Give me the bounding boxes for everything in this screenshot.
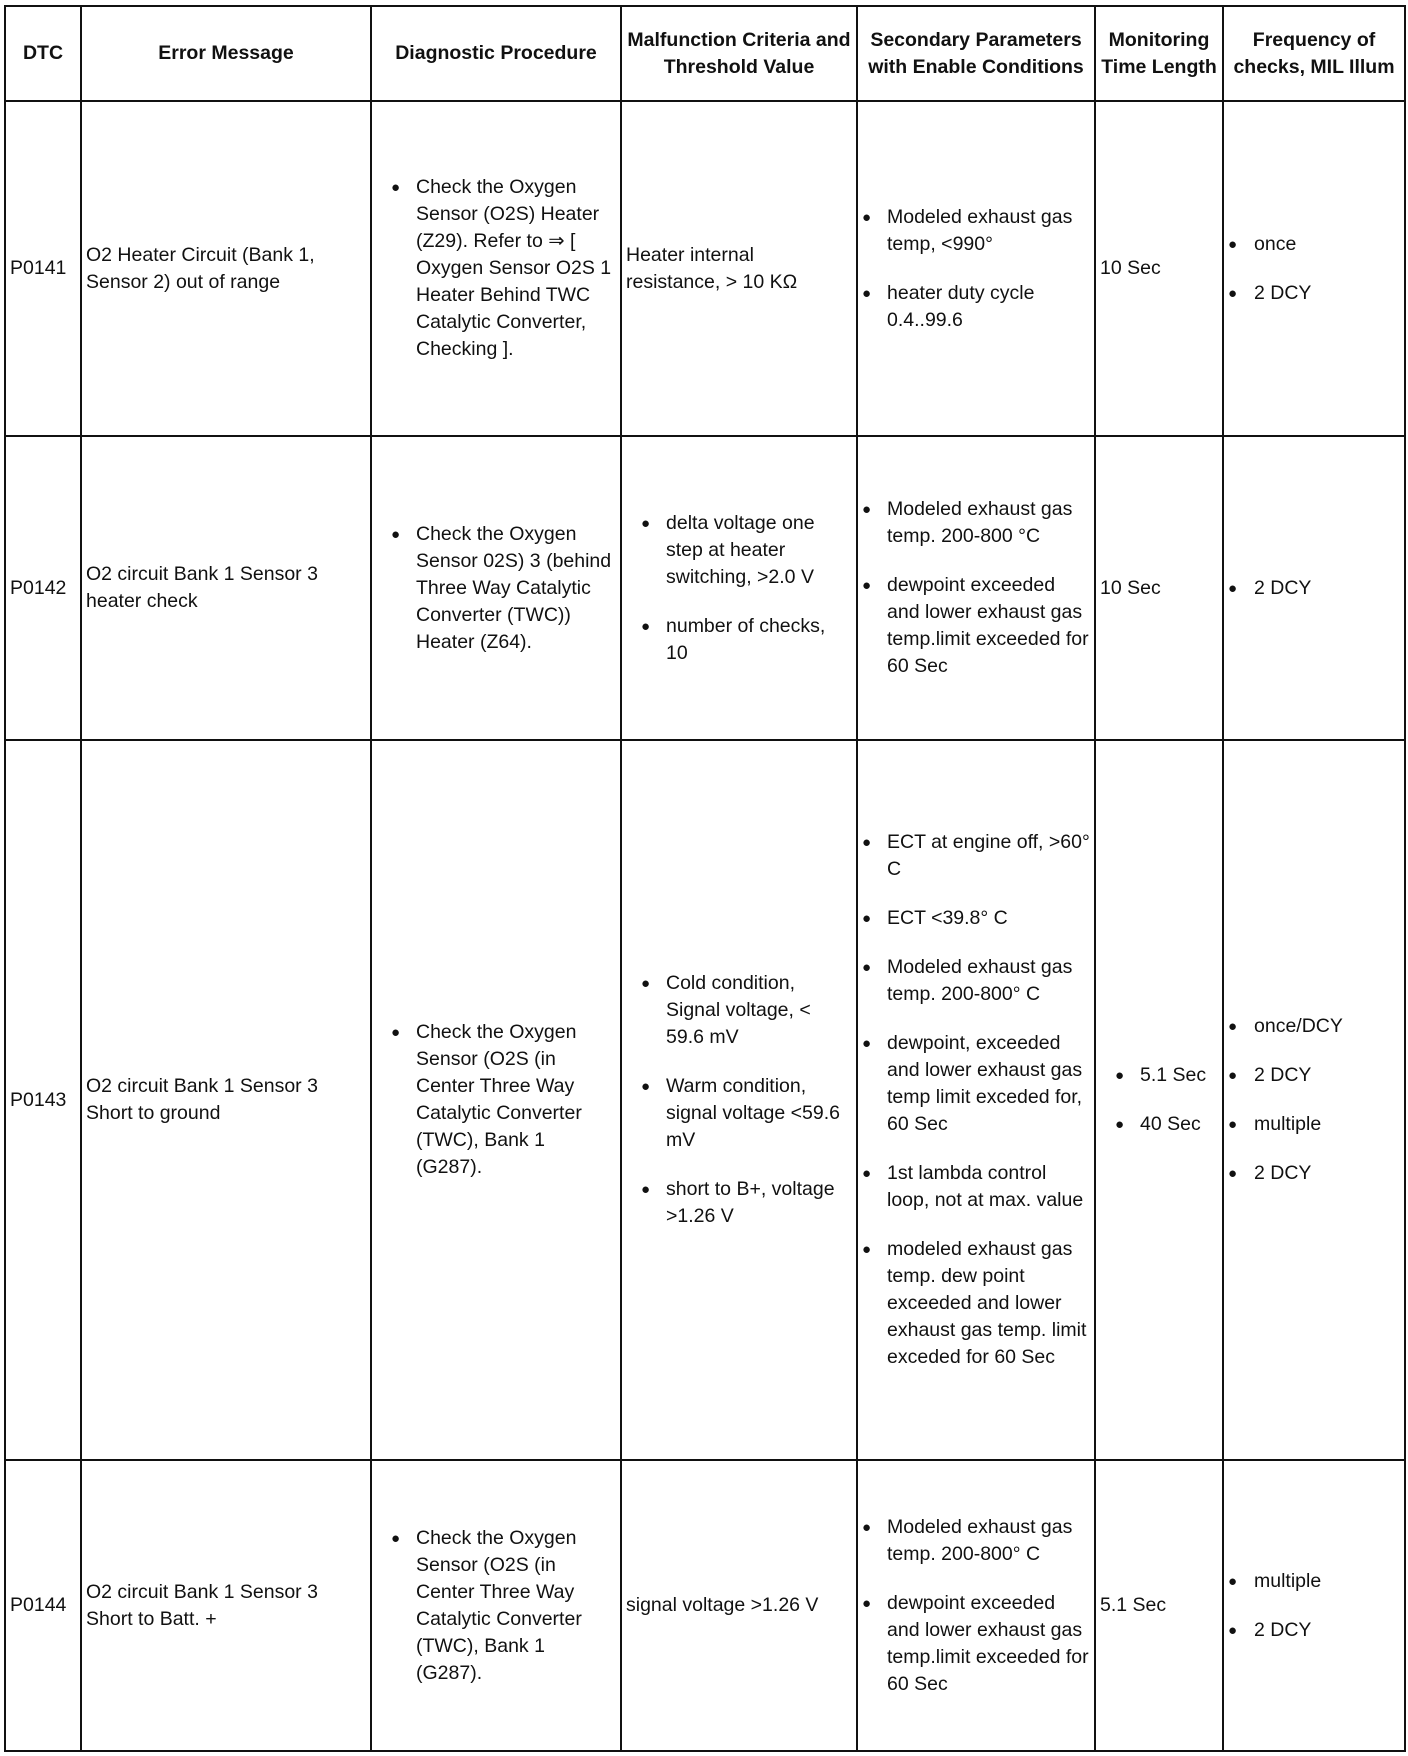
dtc-code: P0144 (5, 1460, 81, 1751)
frequency-item: ● 2 DCY (1228, 1160, 1400, 1187)
table-row (5, 740, 1405, 1460)
error-message: O2 Heater Circuit (Bank 1, Sensor 2) out of range (81, 101, 371, 436)
frequency (1223, 436, 1405, 740)
criteria-item: ● Warm condition, signal voltage <59.6 mV (641, 1073, 852, 1154)
diagnostic-procedure (371, 1460, 621, 1751)
frequency-item: ● 2 DCY (1228, 1062, 1400, 1089)
monitoring-item: ● 40 Sec (1115, 1111, 1218, 1138)
table-row (5, 1460, 1405, 1751)
secondary-parameters (857, 101, 1095, 436)
malfunction-criteria (621, 740, 857, 1460)
dtc-code: P0141 (5, 101, 81, 436)
frequency-item: ● once (1228, 231, 1400, 258)
secondary-parameters (857, 1460, 1095, 1751)
malfunction-criteria: signal voltage >1.26 V (621, 1460, 857, 1751)
frequency-item: ● once/DCY (1228, 1013, 1400, 1040)
secondary-item: ● 1st lambda control loop, not at max. value (862, 1160, 1090, 1214)
secondary-item: ● Modeled exhaust gas temp. 200-800° C (862, 954, 1090, 1008)
secondary-item: ● ECT <39.8° C (862, 905, 1090, 932)
header-dtc: DTC (5, 6, 81, 101)
frequency (1223, 740, 1405, 1460)
procedure-item: ● Check the Oxygen Sensor (O2S) Heater (Z29). Refer to ⇒ [ Oxygen Sensor O2S 1 Heater Behind TWC Catalytic Converter, Checking ]. (391, 174, 616, 363)
header-error-message: Error Message (81, 6, 371, 101)
diagnostic-procedure (371, 740, 621, 1460)
secondary-item: ● modeled exhaust gas temp. dew point exceeded and lower exhaust gas temp. limit exceded for 60 Sec (862, 1236, 1090, 1371)
dtc-code: P0143 (5, 740, 81, 1460)
table-row (5, 101, 1405, 436)
header-secondary-parameters: Secondary Parameters with Enable Conditions (857, 6, 1095, 101)
secondary-item: ● heater duty cycle 0.4..99.6 (862, 280, 1090, 334)
criteria-item: ● Cold condition, Signal voltage, < 59.6 mV (641, 970, 852, 1051)
frequency-item: ● 2 DCY (1228, 1617, 1400, 1644)
error-message: O2 circuit Bank 1 Sensor 3 heater check (81, 436, 371, 740)
frequency (1223, 1460, 1405, 1751)
frequency-item: ● 2 DCY (1228, 280, 1400, 307)
secondary-item: ● ECT at engine off, >60° C (862, 829, 1090, 883)
header-frequency: Frequency of checks, MIL Illum (1223, 6, 1405, 101)
dtc-table (4, 5, 1406, 1752)
frequency-item: ● multiple (1228, 1111, 1400, 1138)
criteria-item: ● delta voltage one step at heater switching, >2.0 V (641, 510, 852, 591)
criteria-item: ● short to B+, voltage >1.26 V (641, 1176, 852, 1230)
monitoring-time (1095, 740, 1223, 1460)
table-row (5, 436, 1405, 740)
dtc-code: P0142 (5, 436, 81, 740)
secondary-item: ● dewpoint, exceeded and lower exhaust gas temp limit exceded for, 60 Sec (862, 1030, 1090, 1138)
secondary-item: ● dewpoint exceeded and lower exhaust gas temp.limit exceeded for 60 Sec (862, 1590, 1090, 1698)
procedure-item: ● Check the Oxygen Sensor 02S) 3 (behind Three Way Catalytic Converter (TWC)) Heater (Z64). (391, 521, 616, 656)
procedure-item: ● Check the Oxygen Sensor (O2S (in Center Three Way Catalytic Converter (TWC), Bank 1 (G287). (391, 1019, 616, 1181)
frequency-item: ● 2 DCY (1228, 575, 1400, 602)
header-diagnostic-procedure: Diagnostic Procedure (371, 6, 621, 101)
monitoring-time: 5.1 Sec (1095, 1460, 1223, 1751)
frequency (1223, 101, 1405, 436)
secondary-item: ● Modeled exhaust gas temp. 200-800 °C (862, 496, 1090, 550)
frequency-item: ● multiple (1228, 1568, 1400, 1595)
error-message: O2 circuit Bank 1 Sensor 3 Short to Batt. + (81, 1460, 371, 1751)
error-message: O2 circuit Bank 1 Sensor 3 Short to ground (81, 740, 371, 1460)
diagnostic-procedure (371, 101, 621, 436)
monitoring-time: 10 Sec (1095, 436, 1223, 740)
header-malfunction-criteria: Malfunction Criteria and Threshold Value (621, 6, 857, 101)
header-monitoring-time: Monitoring Time Length (1095, 6, 1223, 101)
secondary-parameters (857, 436, 1095, 740)
diagnostic-procedure (371, 436, 621, 740)
criteria-item: ● number of checks, 10 (641, 613, 852, 667)
malfunction-criteria: Heater internal resistance, > 10 KΩ (621, 101, 857, 436)
procedure-item: ● Check the Oxygen Sensor (O2S (in Center Three Way Catalytic Converter (TWC), Bank 1 (G287). (391, 1525, 616, 1687)
secondary-parameters (857, 740, 1095, 1460)
secondary-item: ● dewpoint exceeded and lower exhaust gas temp.limit exceeded for 60 Sec (862, 572, 1090, 680)
monitoring-time: 10 Sec (1095, 101, 1223, 436)
header-row (5, 6, 1405, 101)
malfunction-criteria (621, 436, 857, 740)
monitoring-item: ● 5.1 Sec (1115, 1062, 1218, 1089)
secondary-item: ● Modeled exhaust gas temp. 200-800° C (862, 1514, 1090, 1568)
secondary-item: ● Modeled exhaust gas temp, <990° (862, 204, 1090, 258)
